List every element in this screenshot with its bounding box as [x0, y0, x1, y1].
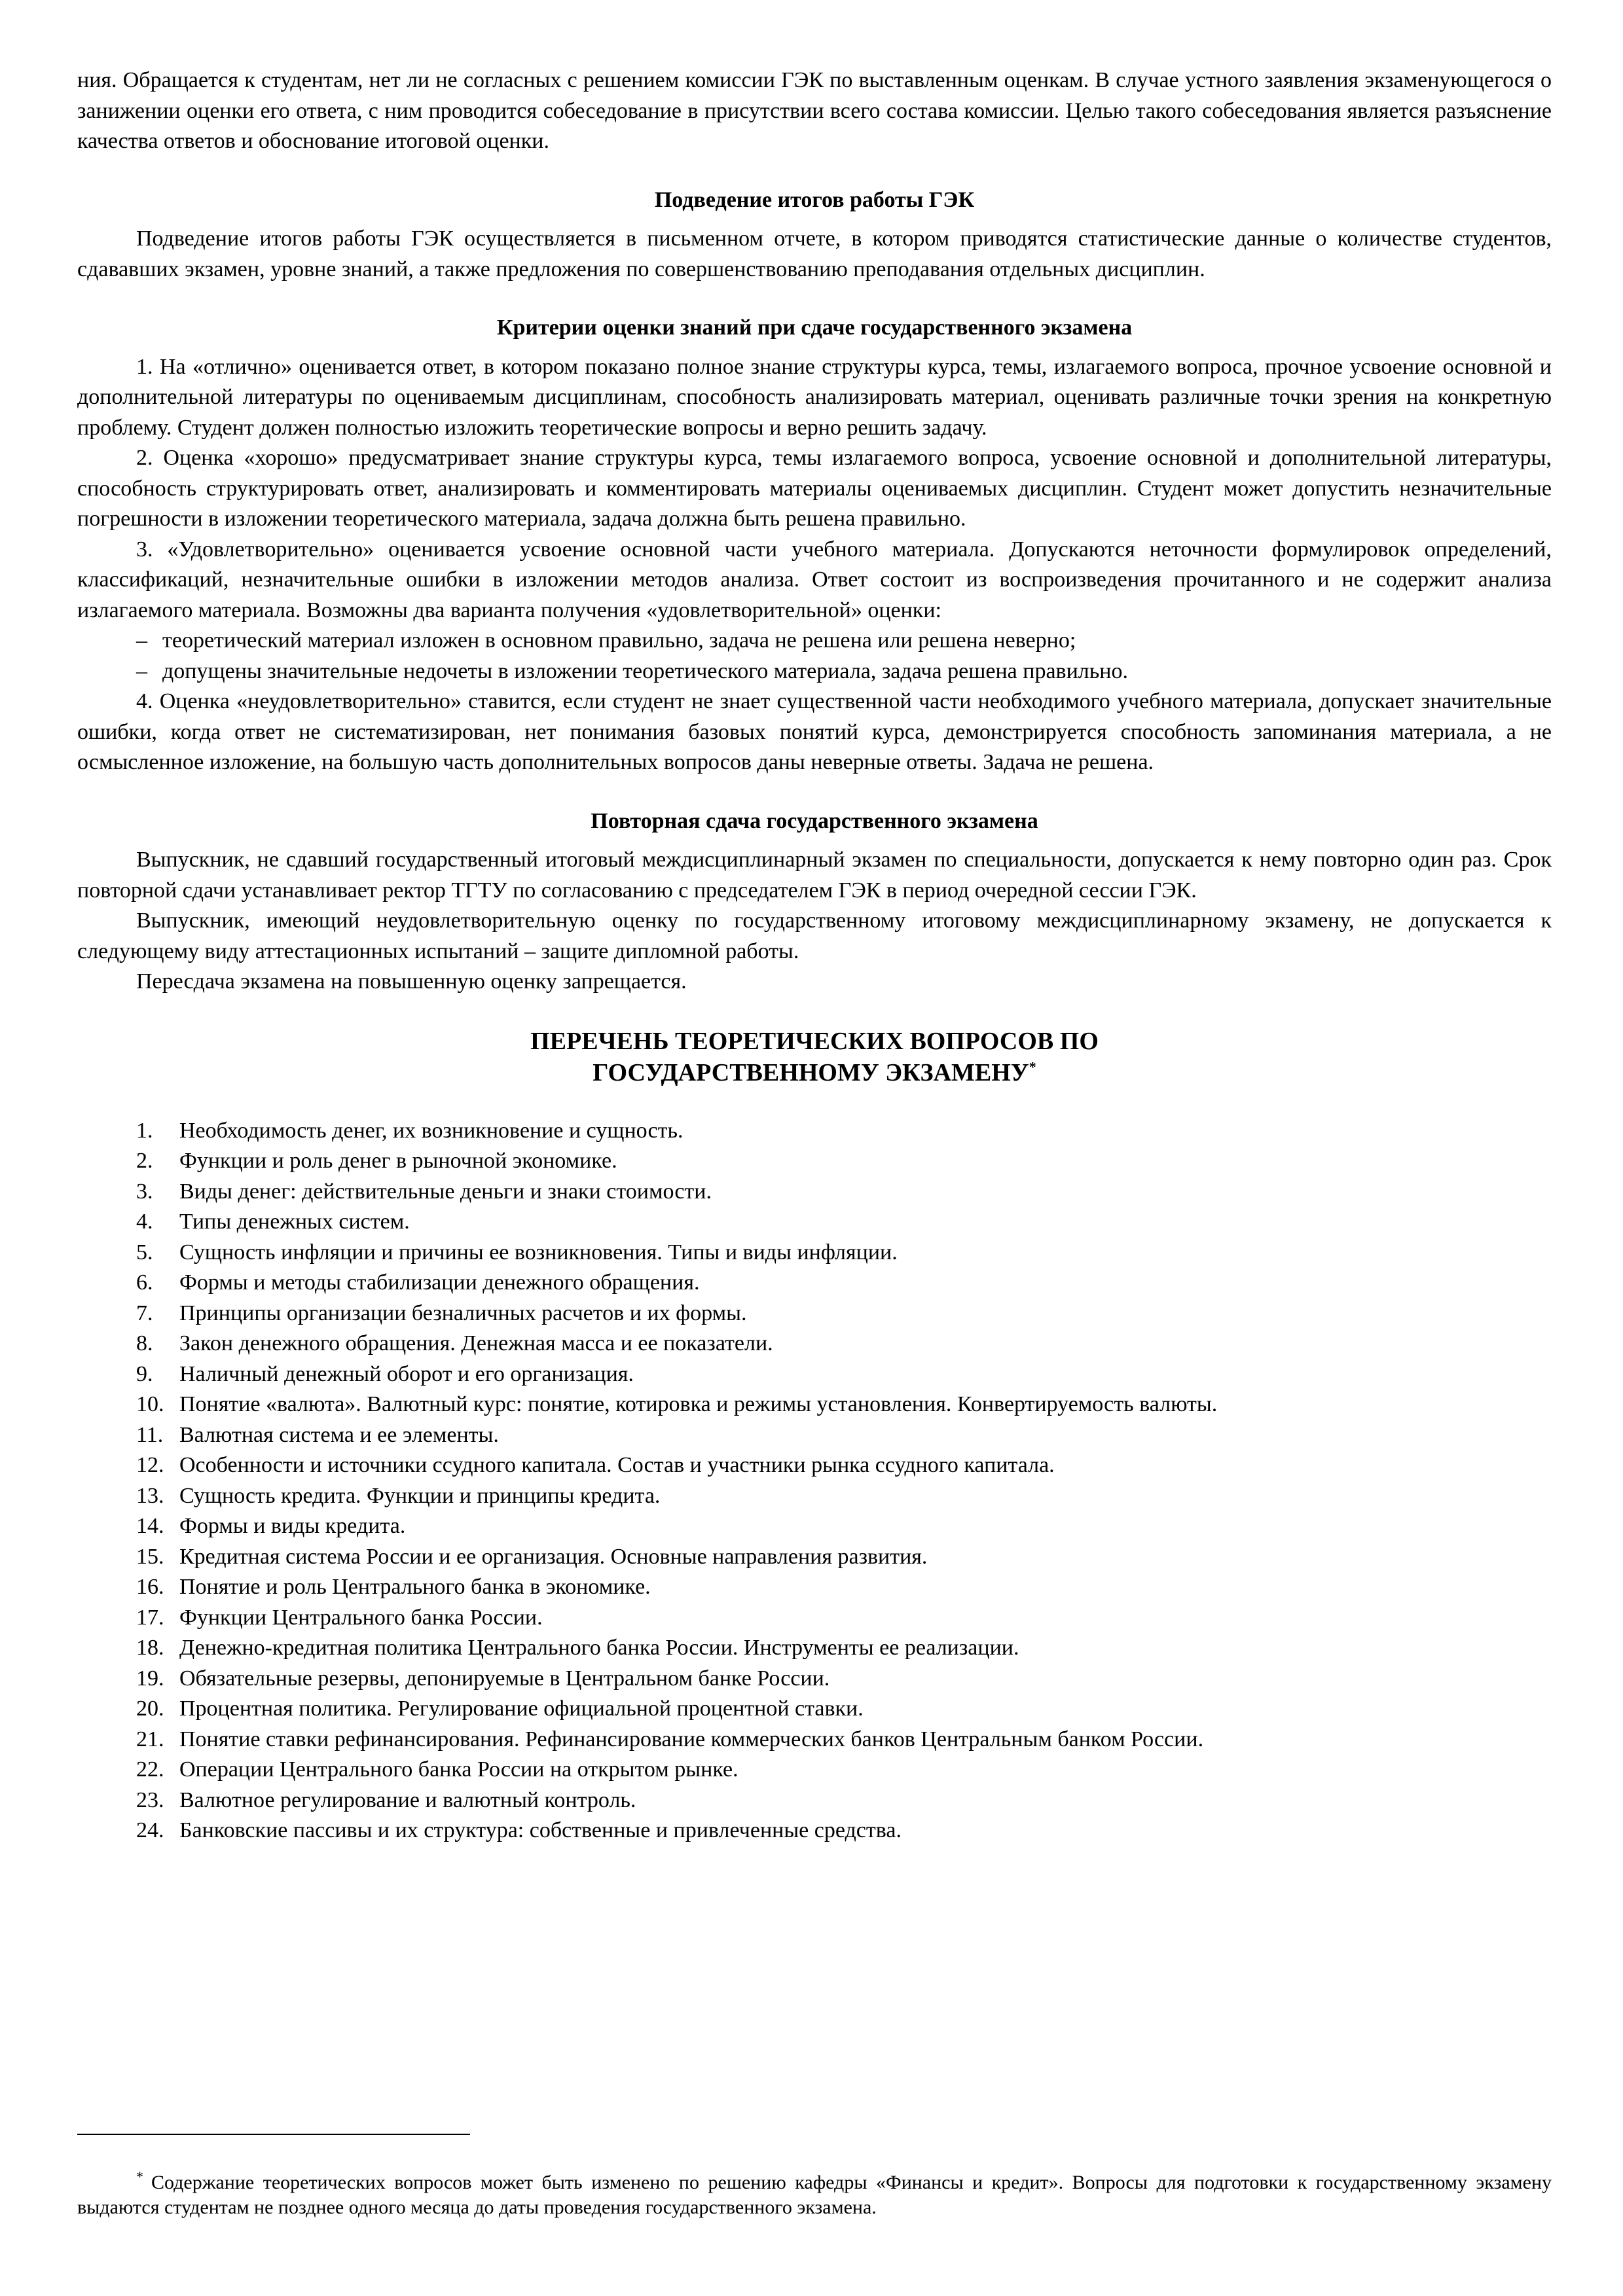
question-text: Функции и роль денег в рыночной экономике.	[179, 1149, 617, 1173]
questions-title-line-1: ПЕРЕЧЕНЬ ТЕОРЕТИЧЕСКИХ ВОПРОСОВ ПО	[530, 1027, 1099, 1055]
question-text: Особенности и источники ссудного капитала. Состав и участники рынка ссудного капитала.	[179, 1453, 1055, 1477]
question-number: 23.	[136, 1787, 164, 1812]
question-number: 18.	[136, 1636, 164, 1660]
question-number: 5.	[136, 1240, 153, 1265]
question-number: 8.	[136, 1331, 153, 1355]
question-item	[77, 1207, 1552, 1238]
question-text: Необходимость денег, их возникновение и сущность.	[179, 1118, 684, 1143]
question-item	[77, 1664, 1552, 1695]
question-item	[77, 1238, 1552, 1268]
question-text: Кредитная система России и ее организация. Основные направления развития.	[179, 1544, 928, 1569]
question-number: 4.	[136, 1210, 153, 1234]
question-item	[77, 1390, 1552, 1420]
dash-mark: –	[136, 628, 147, 653]
question-text: Сущность инфляции и причины ее возникновения. Типы и виды инфляции.	[179, 1240, 898, 1265]
question-number: 2.	[136, 1149, 153, 1173]
question-item	[77, 1116, 1552, 1147]
footnote-reference: *	[1029, 1058, 1036, 1075]
question-text: Формы и виды кредита.	[179, 1514, 406, 1538]
dash-item	[77, 626, 1552, 656]
question-text: Валютное регулирование и валютный контроль.	[179, 1787, 636, 1812]
question-number: 20.	[136, 1696, 164, 1721]
criteria-heading: Критерии оценки знаний при сдаче государственного экзамена	[496, 315, 1133, 340]
question-number: 3.	[136, 1179, 153, 1204]
criteria-excellent: 1. На «отлично» оценивается ответ, в котором показано полное знание структуры курса, темы, излагаемого вопроса, прочное усвоение основной и дополнительной литературы по оцениваемым дисциплинам, способность анализировать материал, оценивать различные точки зрения на конкретную проблему. Студент должен полностью изложить теоретические вопросы и верно решить задачу.	[77, 354, 1552, 440]
question-item	[77, 1177, 1552, 1208]
question-number: 15.	[136, 1544, 164, 1569]
question-number: 10.	[136, 1392, 164, 1416]
footnote-divider	[77, 2134, 470, 2135]
question-text: Функции Центрального банка России.	[179, 1605, 543, 1630]
question-number: 11.	[136, 1422, 164, 1447]
criteria-unsatisfactory: 4. Оценка «неудовлетворительно» ставится, если студент не знает существенной части необходимого учебного материала, допускает значительные ошибки, когда ответ не систематизирован, нет понимания базовых понятий курса, демонстрируется способность запоминания материала, а не осмысленное изложение, на большую часть дополнительных вопросов даны неверные ответы. Задача не решена.	[77, 689, 1552, 774]
dash-item-text: теоретический материал изложен в основном правильно, задача не решена или решена неверно;	[162, 628, 1076, 653]
question-text: Принципы организации безналичных расчетов и их формы.	[179, 1300, 747, 1325]
questions-title-line-2: ГОСУДАРСТВЕННОМУ ЭКЗАМЕНУ	[593, 1058, 1029, 1086]
question-text: Процентная политика. Регулирование официальной процентной ставки.	[179, 1696, 864, 1721]
question-item	[77, 1633, 1552, 1664]
question-text: Банковские пассивы и их структура: собственные и привлеченные средства.	[179, 1818, 902, 1842]
question-text: Наличный денежный оборот и его организация.	[179, 1361, 634, 1386]
question-number: 1.	[136, 1118, 153, 1143]
question-number: 6.	[136, 1270, 153, 1295]
question-text: Закон денежного обращения. Денежная масса и ее показатели.	[179, 1331, 773, 1355]
question-item	[77, 1359, 1552, 1390]
question-text: Типы денежных систем.	[179, 1210, 410, 1234]
retake-heading: Повторная сдача государственного экзамена	[591, 808, 1038, 833]
criteria-satisfactory: 3. «Удовлетворительно» оценивается усвоение основной части учебного материала. Допускаются неточности формулировок определений, классификаций, незначительные ошибки в изложении методов анализа. Ответ состоит из воспроизведения прочитанного и не содержит анализа излагаемого материала. Возможны два варианта получения «удовлетворительной» оценки:	[77, 537, 1552, 622]
question-item	[77, 1268, 1552, 1299]
question-number: 17.	[136, 1605, 164, 1630]
question-text: Понятие и роль Центрального банка в экономике.	[179, 1575, 651, 1599]
intro-paragraph: ния. Обращается к студентам, нет ли не согласных с решением комиссии ГЭК по выставленным оценкам. В случае устного заявления экзаменующегося о занижении оценки его ответа, с ним проводится собеседование в присутствии всего состава комиссии. Целью такого собеседования является разъяснение качества ответов и обоснование итоговой оценки.	[77, 68, 1552, 153]
question-item	[77, 1146, 1552, 1177]
footnote	[77, 2170, 1552, 2220]
question-text: Понятие ставки рефинансирования. Рефинансирование коммерческих банков Центральным банком России.	[179, 1727, 1204, 1751]
question-text: Понятие «валюта». Валютный курс: понятие, котировка и режимы установления. Конвертируемость валюты.	[179, 1392, 1218, 1416]
question-text: Валютная система и ее элементы.	[179, 1422, 499, 1447]
document-page	[77, 65, 1552, 1846]
question-item	[77, 1511, 1552, 1542]
question-item	[77, 1481, 1552, 1512]
question-item	[77, 1420, 1552, 1451]
dash-mark: –	[136, 658, 147, 683]
question-text: Виды денег: действительные деньги и знаки стоимости.	[179, 1179, 712, 1204]
question-item	[77, 1725, 1552, 1755]
footnote-mark: *	[136, 2168, 143, 2185]
question-item	[77, 1694, 1552, 1725]
criteria-good: 2. Оценка «хорошо» предусматривает знание структуры курса, темы излагаемого вопроса, усвоение основной и дополнительной литературы, способность структурировать ответ, анализировать и комментировать материалы оцениваемых дисциплин. Студент может допустить незначительные погрешности в изложении теоретического материала, задача должна быть решена правильно.	[77, 446, 1552, 531]
question-number: 13.	[136, 1483, 164, 1508]
question-item	[77, 1329, 1552, 1359]
question-text: Сущность кредита. Функции и принципы кредита.	[179, 1483, 661, 1508]
dash-item	[77, 656, 1552, 687]
retake-paragraph-1: Выпускник, не сдавший государственный итоговый междисциплинарный экзамен по специальности, допускается к нему повторно один раз. Срок повторной сдачи устанавливает ректор ТГТУ по согласованию с председателем ГЭК в период очередной сессии ГЭК.	[77, 848, 1552, 903]
question-item	[77, 1450, 1552, 1481]
question-item	[77, 1542, 1552, 1573]
question-text: Денежно-кредитная политика Центрального банка России. Инструменты ее реализации.	[179, 1636, 1019, 1660]
question-text: Обязательные резервы, депонируемые в Центральном банке России.	[179, 1666, 830, 1691]
question-item	[77, 1603, 1552, 1634]
question-number: 16.	[136, 1575, 164, 1599]
question-item	[77, 1785, 1552, 1816]
question-number: 21.	[136, 1727, 164, 1751]
question-item	[77, 1755, 1552, 1785]
questions-title	[77, 1026, 1552, 1088]
retake-paragraph-2: Выпускник, имеющий неудовлетворительную оценку по государственному итоговому междисциплинарному экзамену, не допускается к следующему виду аттестационных испытаний – защите дипломной работы.	[77, 908, 1552, 963]
dash-item-text: допущены значительные недочеты в изложении теоретического материала, задача решена правильно.	[162, 658, 1128, 683]
question-number: 22.	[136, 1757, 164, 1782]
question-text: Формы и методы стабилизации денежного обращения.	[179, 1270, 700, 1295]
question-number: 19.	[136, 1666, 164, 1691]
question-number: 14.	[136, 1514, 164, 1538]
footnote-text: Содержание теоретических вопросов может быть изменено по решению кафедры «Финансы и кредит». Вопросы для подготовки к государственному экзамену выдаются студентам не позднее одного месяца до даты проведения государственного экзамена.	[77, 2172, 1552, 2218]
question-item	[77, 1572, 1552, 1603]
summary-heading: Подведение итогов работы ГЭК	[654, 187, 975, 212]
questions-list	[77, 1116, 1552, 1846]
question-text: Операции Центрального банка России на открытом рынке.	[179, 1757, 739, 1782]
question-number: 9.	[136, 1361, 153, 1386]
question-item	[77, 1299, 1552, 1329]
question-number: 24.	[136, 1818, 164, 1842]
retake-paragraph-3: Пересдача экзамена на повышенную оценку запрещается.	[136, 969, 687, 994]
question-number: 7.	[136, 1300, 153, 1325]
question-number: 12.	[136, 1453, 164, 1477]
question-item	[77, 1816, 1552, 1846]
summary-paragraph: Подведение итогов работы ГЭК осуществляется в письменном отчете, в котором приводятся статистические данные о количестве студентов, сдававших экзамен, уровне знаний, а также предложения по совершенствованию преподавания отдельных дисциплин.	[77, 226, 1552, 281]
